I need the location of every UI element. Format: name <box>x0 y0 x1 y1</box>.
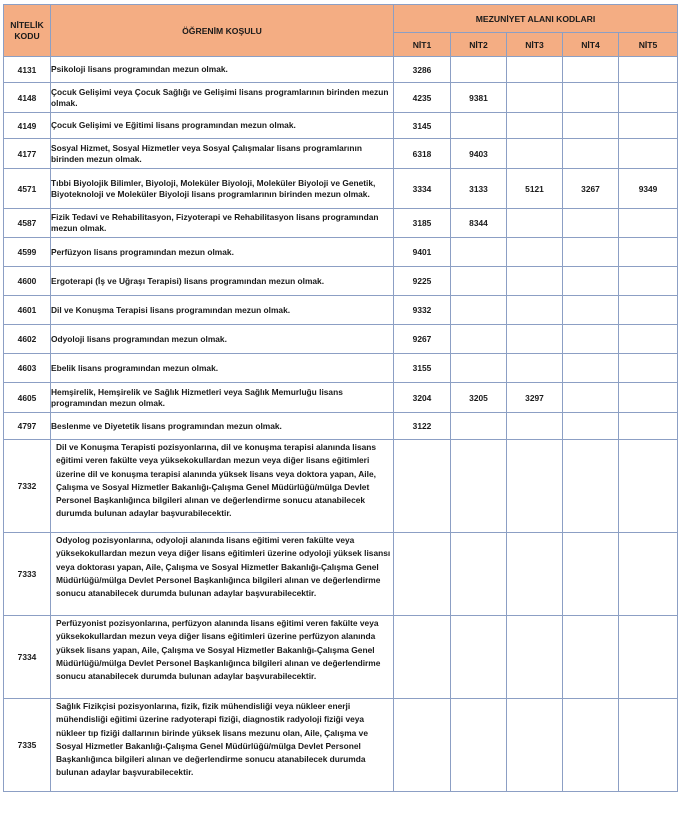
nit3-code <box>507 354 563 383</box>
nit2-code <box>451 413 507 440</box>
table-row <box>4 699 678 792</box>
nit3-code <box>507 139 563 169</box>
qualification-code: 4601 <box>4 296 51 325</box>
nit5-code <box>619 533 678 616</box>
nit2-code: 9381 <box>451 83 507 113</box>
qualification-code: 4605 <box>4 383 51 413</box>
table-row <box>4 413 678 440</box>
table-row <box>4 354 678 383</box>
nit5-code <box>619 209 678 238</box>
header-nit2: NİT2 <box>451 33 507 57</box>
qualification-code: 7333 <box>4 533 51 616</box>
table-row <box>4 238 678 267</box>
nit5-code <box>619 139 678 169</box>
nit3-code <box>507 267 563 296</box>
nit4-code <box>563 209 619 238</box>
table-row <box>4 325 678 354</box>
nit5-code <box>619 325 678 354</box>
qualification-code: 4177 <box>4 139 51 169</box>
qualification-code: 4602 <box>4 325 51 354</box>
table-row <box>4 83 678 113</box>
nit5-code <box>619 699 678 792</box>
nit4-code <box>563 57 619 83</box>
nit4-code <box>563 296 619 325</box>
education-condition: Çocuk Gelişimi veya Çocuk Sağlığı ve Gelişimi lisans programlarının birinden mezun olmak. <box>51 83 394 113</box>
nit5-code <box>619 440 678 533</box>
table-header <box>4 5 678 57</box>
nit1-code: 9225 <box>394 267 451 296</box>
nit5-code <box>619 413 678 440</box>
nit3-code <box>507 616 563 699</box>
nit1-code: 9332 <box>394 296 451 325</box>
nit4-code <box>563 83 619 113</box>
nit3-code <box>507 413 563 440</box>
nit5-code <box>619 616 678 699</box>
nit5-code <box>619 83 678 113</box>
nit1-code: 3122 <box>394 413 451 440</box>
qualification-code: 4149 <box>4 113 51 139</box>
qualification-code: 4603 <box>4 354 51 383</box>
education-condition: Fizik Tedavi ve Rehabilitasyon, Fizyoterapi ve Rehabilitasyon lisans programından mezun olmak. <box>51 209 394 238</box>
table-row <box>4 57 678 83</box>
nit2-code <box>451 296 507 325</box>
nit3-code <box>507 57 563 83</box>
nit3-code <box>507 325 563 354</box>
education-condition: Odyolog pozisyonlarına, odyoloji alanında lisans eğitimi veren fakülte veya yüksekokullardan mezun veya diğer lisans eğitimleri üzerine odyoloji yüksek lisansı veya doktorası yapan, Aile, Çalışma ve Sosyal Hizmetler Bakanlığı-Çalışma Genel Müdürlüğü/mülga Devlet Personel Başkanlığınca bilgileri alınan ve değerlendirme sonucu atanabilecek durumda bulunan adaylar başvurabilecektir. <box>51 533 394 616</box>
nit3-code: 5121 <box>507 169 563 209</box>
nit1-code: 3185 <box>394 209 451 238</box>
education-condition: Ebelik lisans programından mezun olmak. <box>51 354 394 383</box>
table-row <box>4 139 678 169</box>
education-condition: Tıbbi Biyolojik Bilimler, Biyoloji, Moleküler Biyoloji, Moleküler Biyoloji ve Genetik, Biyoteknoloji ve Moleküler Biyoloji lisans programlarının birinden mezun olmak. <box>51 169 394 209</box>
qualification-code: 4587 <box>4 209 51 238</box>
education-condition: Beslenme ve Diyetetik lisans programından mezun olmak. <box>51 413 394 440</box>
nit1-code: 3334 <box>394 169 451 209</box>
education-condition: Ergoterapi (İş ve Uğraşı Terapisi) lisans programından mezun olmak. <box>51 267 394 296</box>
nit2-code <box>451 238 507 267</box>
table-row <box>4 383 678 413</box>
nit3-code <box>507 209 563 238</box>
qualification-code: 4148 <box>4 83 51 113</box>
table-row <box>4 616 678 699</box>
table-row <box>4 113 678 139</box>
nit3-code <box>507 533 563 616</box>
nit4-code <box>563 413 619 440</box>
qualification-code: 4600 <box>4 267 51 296</box>
nit2-code <box>451 57 507 83</box>
nit3-code: 3297 <box>507 383 563 413</box>
education-condition: Çocuk Gelişimi ve Eğitimi lisans programından mezun olmak. <box>51 113 394 139</box>
nit2-code <box>451 440 507 533</box>
education-condition: Sosyal Hizmet, Sosyal Hizmetler veya Sosyal Çalışmalar lisans programlarının birinden mezun olmak. <box>51 139 394 169</box>
education-condition: Psikoloji lisans programından mezun olmak. <box>51 57 394 83</box>
nit1-code: 3155 <box>394 354 451 383</box>
table-body <box>4 57 678 792</box>
nit5-code <box>619 383 678 413</box>
header-nit3: NİT3 <box>507 33 563 57</box>
nit3-code <box>507 440 563 533</box>
qualification-code: 4599 <box>4 238 51 267</box>
header-code: NİTELİK KODU <box>4 5 51 57</box>
nit1-code <box>394 616 451 699</box>
nit1-code: 9267 <box>394 325 451 354</box>
nit2-code: 3205 <box>451 383 507 413</box>
nit4-code <box>563 267 619 296</box>
nit4-code <box>563 113 619 139</box>
nit3-code <box>507 296 563 325</box>
header-graduation-codes: MEZUNİYET ALANI KODLARI <box>394 5 678 33</box>
nit4-code <box>563 533 619 616</box>
header-condition: ÖĞRENİM KOŞULU <box>51 5 394 57</box>
nit2-code <box>451 533 507 616</box>
nit2-code <box>451 113 507 139</box>
header-nit5: NİT5 <box>619 33 678 57</box>
education-condition: Hemşirelik, Hemşirelik ve Sağlık Hizmetleri veya Sağlık Memurluğu lisans programından mezun olmak. <box>51 383 394 413</box>
nit1-code: 6318 <box>394 139 451 169</box>
qualification-code: 7334 <box>4 616 51 699</box>
qualification-code: 4131 <box>4 57 51 83</box>
nit1-code: 3145 <box>394 113 451 139</box>
education-condition: Odyoloji lisans programından mezun olmak. <box>51 325 394 354</box>
nit2-code: 8344 <box>451 209 507 238</box>
table-row <box>4 533 678 616</box>
header-nit1: NİT1 <box>394 33 451 57</box>
nit3-code <box>507 83 563 113</box>
nit2-code <box>451 325 507 354</box>
qualification-code: 7335 <box>4 699 51 792</box>
nit5-code <box>619 113 678 139</box>
table-row <box>4 267 678 296</box>
nit4-code <box>563 616 619 699</box>
qualification-code: 4797 <box>4 413 51 440</box>
education-condition: Dil ve Konuşma Terapisti pozisyonlarına, dil ve konuşma terapisi alanında lisans eğitimi veren fakülte veya yüksekokullardan mezun veya diğer lisans eğitimleri üzerine dil ve konuşma terapisi alanında yüksek lisans veya doktora yapan, Aile, Çalışma ve Sosyal Hizmetler Bakanlığı-Çalışma Genel Müdürlüğü/mülga Devlet Personel Başkanlığınca bilgileri alınan ve değerlendirme sonucu atanabilecek durumda bulunan adaylar başvurabilecektir. <box>51 440 394 533</box>
qualification-code: 7332 <box>4 440 51 533</box>
nit4-code <box>563 238 619 267</box>
nit1-code: 3204 <box>394 383 451 413</box>
nit2-code <box>451 616 507 699</box>
nit4-code <box>563 354 619 383</box>
nit2-code <box>451 354 507 383</box>
nit5-code <box>619 267 678 296</box>
nit2-code <box>451 267 507 296</box>
nit2-code: 3133 <box>451 169 507 209</box>
table-row <box>4 169 678 209</box>
nit1-code <box>394 699 451 792</box>
nit2-code <box>451 699 507 792</box>
nit4-code <box>563 440 619 533</box>
table-row <box>4 209 678 238</box>
nit3-code <box>507 113 563 139</box>
nit4-code <box>563 383 619 413</box>
table-row <box>4 296 678 325</box>
nit4-code <box>563 139 619 169</box>
nit4-code <box>563 699 619 792</box>
table-row <box>4 440 678 533</box>
header-nit4: NİT4 <box>563 33 619 57</box>
education-condition: Dil ve Konuşma Terapisi lisans programından mezun olmak. <box>51 296 394 325</box>
education-condition: Sağlık Fizikçisi pozisyonlarına, fizik, fizik mühendisliği veya nükleer enerji mühendisliği eğitimi üzerine radyoterapi fiziği, diagnostik radyoloji fiziği veya nükleer tıp fiziği dallarının birinde yüksek lisans mezunu olan, Aile, Çalışma ve Sosyal Hizmetler Bakanlığı-Çalışma Genel Müdürlüğü/mülga Devlet Personel Başkanlığınca bilgileri alınan ve değerlendirme sonucu atanabilecek durumda bulunan adaylar başvurabilecektir. <box>51 699 394 792</box>
education-condition: Perfüzyonist pozisyonlarına, perfüzyon alanında lisans eğitimi veren fakülte veya yüksekokullardan mezun veya diğer lisans eğitimleri üzerine perfüzyon alanında yüksek lisans yapan, Aile, Çalışma ve Sosyal Hizmetler Bakanlığı-Çalışma Genel Müdürlüğü/mülga Devlet Personel Başkanlığınca bilgileri alınan ve değerlendirme sonucu atanabilecek durumda bulunan adaylar başvurabilecektir. <box>51 616 394 699</box>
nit5-code <box>619 296 678 325</box>
nit5-code <box>619 57 678 83</box>
nit4-code <box>563 325 619 354</box>
nit3-code <box>507 699 563 792</box>
nit5-code <box>619 354 678 383</box>
nit3-code <box>507 238 563 267</box>
qualification-code: 4571 <box>4 169 51 209</box>
education-condition: Perfüzyon lisans programından mezun olmak. <box>51 238 394 267</box>
nit1-code: 4235 <box>394 83 451 113</box>
qualification-table <box>3 4 678 792</box>
nit1-code <box>394 533 451 616</box>
nit1-code <box>394 440 451 533</box>
nit1-code: 9401 <box>394 238 451 267</box>
nit4-code: 3267 <box>563 169 619 209</box>
nit5-code <box>619 238 678 267</box>
nit5-code: 9349 <box>619 169 678 209</box>
nit2-code: 9403 <box>451 139 507 169</box>
nit1-code: 3286 <box>394 57 451 83</box>
